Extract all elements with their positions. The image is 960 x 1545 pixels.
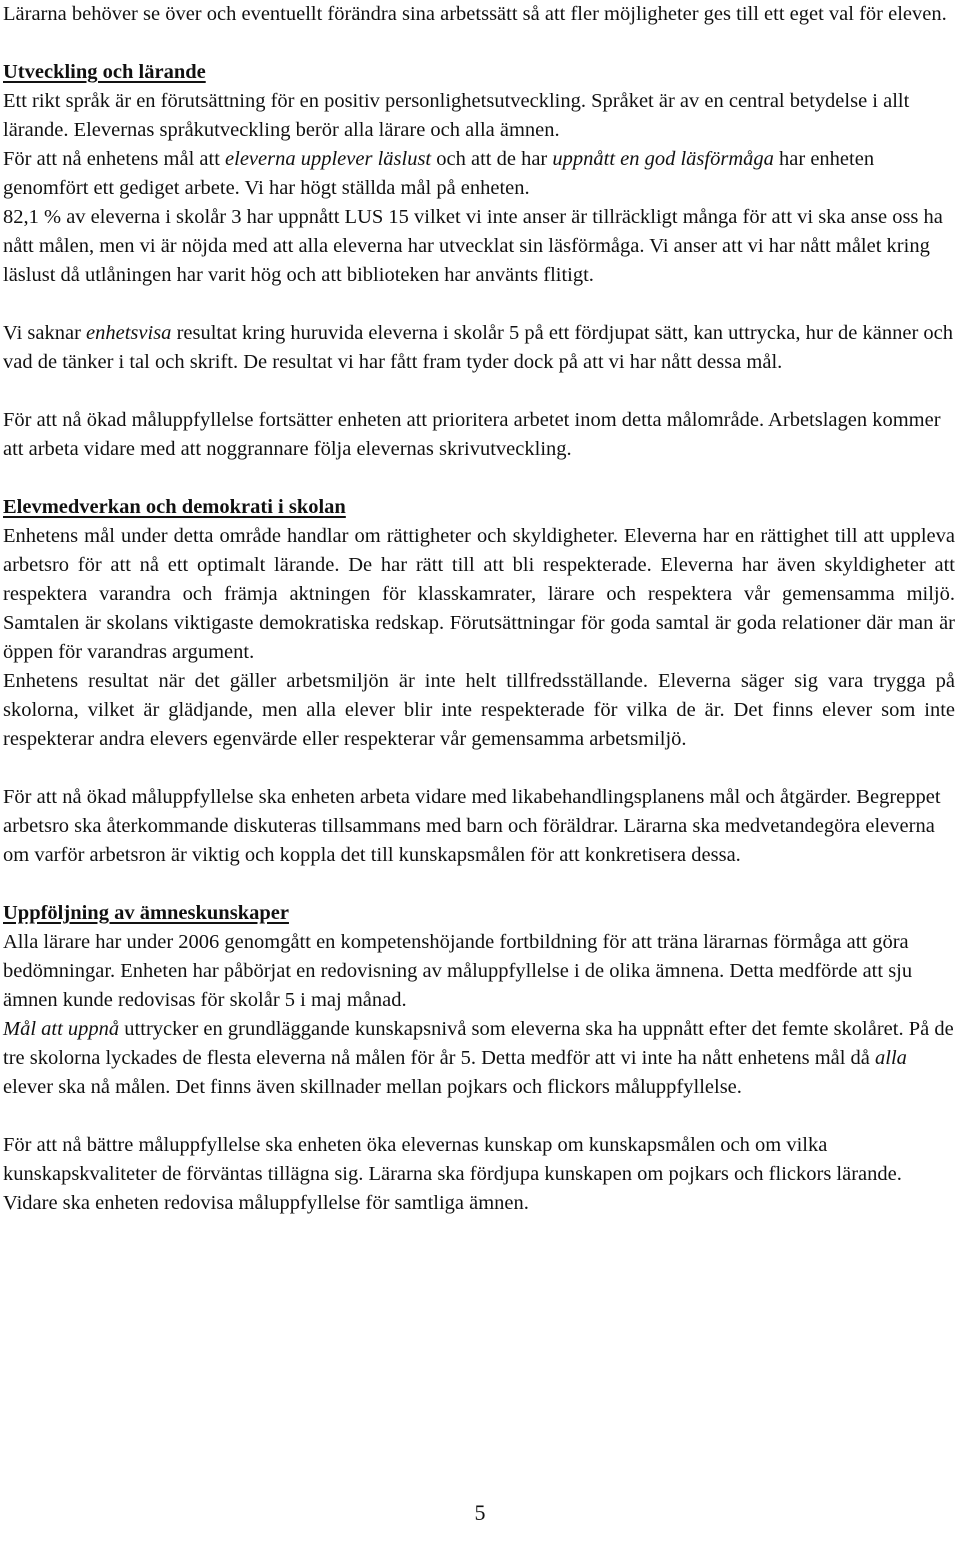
text-run: och att de har [431,148,553,170]
section-heading-language: Utveckling och lärande [3,61,206,83]
subjects-paragraph-2 [3,1015,955,1102]
spacer [3,870,955,899]
page-content [3,0,955,1218]
democracy-paragraph-1: Enhetens mål under detta område handlar om rättigheter och skyldigheter. Eleverna har en rättighet till att uppleva arbetsro för att nå ett optimalt lärande. De har rätt till att bli respekterade. Eleverna har även skyldigheter att respektera varandra och främja aktningen för klasskamrater, lärare och respektera vår gemensamma miljö. Samtalen är skolans viktigaste demokratiska redskap. Förutsättningar för goda samtal är goda relationer där man är öppen för varandras argument. [3,525,955,663]
intro-block [3,0,955,29]
emphasis-text: eleverna upplever läslust [225,148,432,170]
emphasis-text: enhetsvisa [86,322,172,344]
spacer [3,1102,955,1131]
section-heading-subjects: Uppföljning av ämneskunskaper [3,902,289,924]
section-language [3,58,955,464]
language-paragraph-4 [3,319,955,377]
language-paragraph-2 [3,145,955,203]
page-number: 5 [474,1500,486,1525]
spacer [3,29,955,58]
subjects-paragraph-1: Alla lärare har under 2006 genomgått en kompetenshöjande fortbildning för att träna lärarnas förmåga att göra bedömningar. Enheten har påbörjat en redovisning av måluppfyllelse i de olika ämnena. Detta medförde att sju ämnen kunde redovisas för skolår 5 i maj månad. [3,931,913,1011]
emphasis-text: Mål att uppnå [3,1018,120,1040]
language-paragraph-1: Ett rikt språk är en förutsättning för en positiv personlighetsutveckling. Språket är av en central betydelse i allt lärande. Elevernas språkutveckling berör alla lärare och alla ämnen. [3,90,910,141]
democracy-paragraph-3: För att nå ökad måluppfyllelse ska enheten arbeta vidare med likabehandlingsplanens mål och åtgärder. Begreppet arbetsro ska återkommande diskuteras tillsammans med barn och föräldrar. Lärarna ska medvetandegöra eleverna om varför arbetsron är viktig och koppla det till kunskapsmålen för att konkretisera dessa. [3,786,941,866]
text-run: resultat kring huruvida eleverna i skolår 5 på ett fördjupat sätt, kan uttrycka, hur de känner och vad de tänker i tal och skrift. De resultat vi har fått fram tyder dock på att vi har nått dessa mål. [3,322,954,373]
text-run: elever ska nå målen. Det finns även skillnader mellan pojkars och flickors måluppfyllelse. [3,1076,742,1098]
spacer [3,754,955,783]
spacer [3,377,955,406]
text-run: uttrycker en grundläggande kunskapsnivå som eleverna ska ha uppnått efter det femte skolåret. På de tre skolorna lyckades de flesta eleverna nå målen för år 5. Detta medför att vi inte ha nått enhetens mål då [3,1018,954,1069]
text-run: Vi saknar [3,322,87,344]
section-subjects [3,899,955,1218]
subjects-paragraph-3: För att nå bättre måluppfyllelse ska enheten öka elevernas kunskap om kunskapsmålen och om vilka kunskapskvaliteter de förväntas tillägna sig. Lärarna ska fördjupa kunskapen om pojkars och flickors lärande. Vidare ska enheten redovisa måluppfyllelse för samtliga ämnen. [3,1134,902,1214]
section-heading-democracy: Elevmedverkan och demokrati i skolan [3,496,346,518]
text-run: För att nå enhetens mål att [3,148,226,170]
emphasis-text: uppnått en god läsförmåga [552,148,774,170]
section-democracy [3,493,955,870]
spacer [3,290,955,319]
spacer [3,464,955,493]
intro-paragraph: Lärarna behöver se över och eventuellt förändra sina arbetssätt så att fler möjligheter ges till ett eget val för eleven. [3,3,947,25]
language-paragraph-5: För att nå ökad måluppfyllelse fortsätter enheten att prioritera arbetet inom detta målområde. Arbetslagen kommer att arbeta vidare med att noggrannare följa elevernas skrivutveckling. [3,409,941,460]
emphasis-text: alla [875,1047,907,1069]
democracy-paragraph-2: Enhetens resultat när det gäller arbetsmiljön är inte helt tillfredsställande. Eleverna säger sig vara trygga på skolorna, vilket är glädjande, men alla elever blir inte respekterade för vilka de är. Det finns elever som inte respekterar andra elevers egenvärde eller respekterar vår gemensamma arbetsmiljö. [3,670,955,750]
language-paragraph-3: 82,1 % av eleverna i skolår 3 har uppnått LUS 15 vilket vi inte anser är tillräckligt många för att vi ska anse oss ha nått målen, men vi är nöjda med att alla eleverna har utvecklat sin läsförmåga. Vi anser att vi har nått målet kring läslust då utlåningen har varit hög och att biblioteken har använts flitigt. [3,206,943,286]
text-run: har enheten genomfört ett gediget arbete. Vi har högt ställda mål på enheten. [3,148,875,199]
